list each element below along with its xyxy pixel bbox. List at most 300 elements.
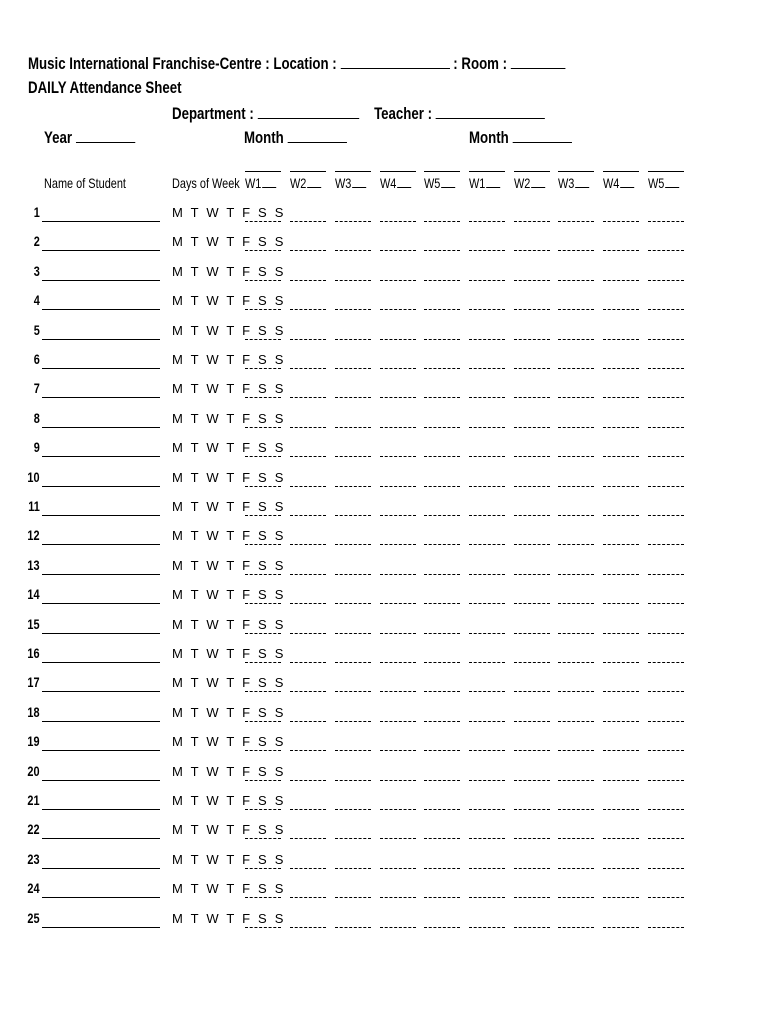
student-name-line[interactable] <box>42 690 160 692</box>
attendance-mark-line[interactable] <box>648 837 684 839</box>
attendance-mark-line[interactable] <box>380 279 416 281</box>
attendance-mark-line[interactable] <box>290 720 326 722</box>
attendance-mark-line[interactable] <box>648 279 684 281</box>
week-header: W4 <box>380 175 420 191</box>
attendance-mark-line[interactable] <box>335 220 371 222</box>
student-name-line[interactable] <box>42 514 160 516</box>
attendance-mark-line[interactable] <box>558 867 594 869</box>
attendance-mark-line[interactable] <box>380 779 416 781</box>
attendance-mark-line[interactable] <box>380 632 416 634</box>
student-name-line[interactable] <box>42 837 160 839</box>
attendance-mark-line[interactable] <box>648 220 684 222</box>
week-header-underline <box>441 187 455 188</box>
attendance-mark-line[interactable] <box>648 426 684 428</box>
attendance-mark-line[interactable] <box>558 896 594 898</box>
week-header-underline <box>620 187 634 188</box>
attendance-mark-line[interactable] <box>558 308 594 310</box>
attendance-mark-line[interactable] <box>424 367 460 369</box>
student-name-line[interactable] <box>42 338 160 340</box>
week-header-underline <box>397 187 411 188</box>
attendance-mark-line[interactable] <box>335 867 371 869</box>
attendance-mark-line[interactable] <box>603 661 639 663</box>
attendance-mark-line[interactable] <box>290 896 326 898</box>
attendance-mark-line[interactable] <box>648 367 684 369</box>
attendance-mark-line[interactable] <box>424 749 460 751</box>
attendance-mark-line[interactable] <box>603 867 639 869</box>
attendance-mark-line[interactable] <box>424 573 460 575</box>
attendance-mark-line[interactable] <box>514 661 550 663</box>
attendance-mark-line[interactable] <box>245 279 281 281</box>
attendance-mark-line[interactable] <box>245 573 281 575</box>
student-name-line[interactable] <box>42 543 160 545</box>
attendance-mark-line[interactable] <box>603 308 639 310</box>
attendance-mark-line[interactable] <box>558 808 594 810</box>
attendance-mark-line[interactable] <box>558 779 594 781</box>
attendance-mark-line[interactable] <box>424 808 460 810</box>
attendance-mark-line[interactable] <box>469 396 505 398</box>
attendance-mark-line[interactable] <box>469 632 505 634</box>
attendance-mark-line[interactable] <box>558 338 594 340</box>
attendance-mark-line[interactable] <box>469 485 505 487</box>
attendance-mark-line[interactable] <box>424 896 460 898</box>
attendance-mark-line[interactable] <box>558 837 594 839</box>
attendance-mark-line[interactable] <box>335 367 371 369</box>
attendance-mark-line[interactable] <box>380 896 416 898</box>
attendance-mark-line[interactable] <box>335 573 371 575</box>
student-name-line[interactable] <box>42 661 160 663</box>
attendance-mark-line[interactable] <box>290 249 326 251</box>
attendance-mark-line[interactable] <box>245 926 281 928</box>
attendance-mark-line[interactable] <box>514 720 550 722</box>
attendance-mark-line[interactable] <box>290 867 326 869</box>
attendance-mark-line[interactable] <box>245 720 281 722</box>
days-of-week-letters: M T W T F S S <box>172 558 286 573</box>
attendance-mark-line[interactable] <box>380 661 416 663</box>
attendance-mark-line[interactable] <box>558 602 594 604</box>
week-header: W2 <box>514 175 554 191</box>
attendance-mark-line[interactable] <box>380 338 416 340</box>
days-of-week-letters: M T W T F S S <box>172 440 286 455</box>
attendance-mark-line[interactable] <box>245 749 281 751</box>
attendance-mark-line[interactable] <box>558 632 594 634</box>
attendance-mark-line[interactable] <box>424 661 460 663</box>
attendance-mark-line[interactable] <box>290 690 326 692</box>
attendance-mark-line[interactable] <box>380 485 416 487</box>
teacher-field-line[interactable] <box>436 104 545 119</box>
attendance-mark-line[interactable] <box>380 749 416 751</box>
student-name-line[interactable] <box>42 308 160 310</box>
attendance-mark-line[interactable] <box>469 720 505 722</box>
student-name-line[interactable] <box>42 426 160 428</box>
attendance-mark-line[interactable] <box>648 573 684 575</box>
attendance-mark-line[interactable] <box>290 514 326 516</box>
attendance-mark-line[interactable] <box>514 808 550 810</box>
location-field-line[interactable] <box>340 54 449 69</box>
attendance-mark-line[interactable] <box>335 426 371 428</box>
attendance-mark-line[interactable] <box>648 396 684 398</box>
attendance-mark-line[interactable] <box>245 690 281 692</box>
attendance-mark-line[interactable] <box>514 632 550 634</box>
attendance-mark-line[interactable] <box>335 338 371 340</box>
attendance-mark-line[interactable] <box>514 249 550 251</box>
attendance-mark-line[interactable] <box>290 220 326 222</box>
attendance-mark-line[interactable] <box>245 867 281 869</box>
attendance-mark-line[interactable] <box>648 720 684 722</box>
days-of-week-letters: M T W T F S S <box>172 764 286 779</box>
attendance-mark-line[interactable] <box>335 661 371 663</box>
attendance-mark-line[interactable] <box>245 808 281 810</box>
student-name-line[interactable] <box>42 279 160 281</box>
attendance-mark-line[interactable] <box>380 367 416 369</box>
attendance-mark-line[interactable] <box>380 837 416 839</box>
attendance-mark-line[interactable] <box>335 455 371 457</box>
attendance-mark-line[interactable] <box>424 220 460 222</box>
attendance-mark-line[interactable] <box>469 602 505 604</box>
attendance-mark-line[interactable] <box>603 837 639 839</box>
attendance-mark-line[interactable] <box>603 602 639 604</box>
attendance-mark-line[interactable] <box>514 426 550 428</box>
attendance-mark-line[interactable] <box>245 396 281 398</box>
attendance-mark-line[interactable] <box>603 514 639 516</box>
attendance-mark-line[interactable] <box>514 308 550 310</box>
month-label-2: Month <box>469 128 509 147</box>
attendance-mark-line[interactable] <box>469 896 505 898</box>
attendance-mark-line[interactable] <box>290 485 326 487</box>
attendance-mark-line[interactable] <box>245 455 281 457</box>
attendance-mark-line[interactable] <box>603 926 639 928</box>
attendance-mark-line[interactable] <box>290 808 326 810</box>
attendance-mark-line[interactable] <box>648 779 684 781</box>
attendance-mark-line[interactable] <box>290 426 326 428</box>
row-number: 23 <box>27 851 40 867</box>
attendance-mark-line[interactable] <box>558 720 594 722</box>
attendance-mark-line[interactable] <box>558 543 594 545</box>
attendance-mark-line[interactable] <box>558 573 594 575</box>
student-name-line[interactable] <box>42 573 160 575</box>
attendance-mark-line[interactable] <box>424 543 460 545</box>
attendance-mark-line[interactable] <box>514 396 550 398</box>
student-name-line[interactable] <box>42 455 160 457</box>
attendance-mark-line[interactable] <box>380 396 416 398</box>
sheet-title: DAILY Attendance Sheet <box>28 78 182 97</box>
student-name-line[interactable] <box>42 249 160 251</box>
student-name-line[interactable] <box>42 779 160 781</box>
student-name-line[interactable] <box>42 749 160 751</box>
attendance-mark-line[interactable] <box>424 867 460 869</box>
attendance-mark-line[interactable] <box>514 543 550 545</box>
days-of-week-letters: M T W T F S S <box>172 822 286 837</box>
row-number: 14 <box>27 586 40 602</box>
attendance-mark-line[interactable] <box>245 220 281 222</box>
attendance-mark-line[interactable] <box>558 455 594 457</box>
attendance-mark-line[interactable] <box>424 308 460 310</box>
attendance-mark-line[interactable] <box>380 573 416 575</box>
attendance-mark-line[interactable] <box>380 926 416 928</box>
attendance-mark-line[interactable] <box>603 896 639 898</box>
attendance-mark-line[interactable] <box>514 367 550 369</box>
attendance-mark-line[interactable] <box>558 514 594 516</box>
attendance-mark-line[interactable] <box>648 308 684 310</box>
attendance-mark-line[interactable] <box>558 396 594 398</box>
room-field-line[interactable] <box>511 54 566 69</box>
student-name-line[interactable] <box>42 396 160 398</box>
attendance-mark-line[interactable] <box>380 720 416 722</box>
attendance-mark-line[interactable] <box>290 632 326 634</box>
attendance-mark-line[interactable] <box>558 279 594 281</box>
student-name-line[interactable] <box>42 896 160 898</box>
attendance-mark-line[interactable] <box>603 543 639 545</box>
attendance-mark-line[interactable] <box>648 926 684 928</box>
attendance-mark-line[interactable] <box>558 485 594 487</box>
header-line-location <box>28 54 717 74</box>
attendance-mark-line[interactable] <box>424 602 460 604</box>
department-field-line[interactable] <box>257 104 358 119</box>
attendance-mark-line[interactable] <box>469 573 505 575</box>
attendance-mark-line[interactable] <box>469 808 505 810</box>
attendance-mark-line[interactable] <box>648 543 684 545</box>
attendance-mark-line[interactable] <box>424 396 460 398</box>
attendance-mark-line[interactable] <box>245 308 281 310</box>
attendance-mark-line[interactable] <box>424 455 460 457</box>
attendance-mark-line[interactable] <box>514 338 550 340</box>
attendance-mark-line[interactable] <box>245 779 281 781</box>
attendance-mark-line[interactable] <box>335 514 371 516</box>
attendance-mark-line[interactable] <box>469 514 505 516</box>
attendance-mark-line[interactable] <box>514 867 550 869</box>
attendance-mark-line[interactable] <box>380 308 416 310</box>
attendance-mark-line[interactable] <box>290 749 326 751</box>
attendance-mark-line[interactable] <box>245 338 281 340</box>
attendance-mark-line[interactable] <box>514 926 550 928</box>
attendance-mark-line[interactable] <box>514 279 550 281</box>
attendance-mark-line[interactable] <box>603 808 639 810</box>
attendance-mark-line[interactable] <box>245 661 281 663</box>
row-number: 25 <box>27 910 40 926</box>
student-name-line[interactable] <box>42 926 160 928</box>
attendance-mark-line[interactable] <box>290 573 326 575</box>
attendance-mark-line[interactable] <box>424 690 460 692</box>
attendance-mark-line[interactable] <box>290 779 326 781</box>
attendance-mark-line[interactable] <box>290 543 326 545</box>
attendance-mark-line[interactable] <box>469 455 505 457</box>
month-field-line-1[interactable] <box>287 128 346 143</box>
attendance-mark-line[interactable] <box>603 720 639 722</box>
attendance-mark-line[interactable] <box>335 249 371 251</box>
attendance-mark-line[interactable] <box>469 749 505 751</box>
attendance-mark-line[interactable] <box>469 308 505 310</box>
month-field-line-2[interactable] <box>512 128 571 143</box>
attendance-mark-line[interactable] <box>514 690 550 692</box>
attendance-mark-line[interactable] <box>290 926 326 928</box>
attendance-mark-line[interactable] <box>245 602 281 604</box>
row-number: 13 <box>27 557 40 573</box>
attendance-mark-line[interactable] <box>514 573 550 575</box>
attendance-mark-line[interactable] <box>603 367 639 369</box>
attendance-mark-line[interactable] <box>603 573 639 575</box>
attendance-mark-line[interactable] <box>424 426 460 428</box>
attendance-mark-line[interactable] <box>648 867 684 869</box>
attendance-mark-line[interactable] <box>603 249 639 251</box>
student-name-line[interactable] <box>42 867 160 869</box>
attendance-mark-line[interactable] <box>290 396 326 398</box>
attendance-mark-line[interactable] <box>469 543 505 545</box>
attendance-mark-line[interactable] <box>469 779 505 781</box>
attendance-mark-line[interactable] <box>380 543 416 545</box>
year-field-line[interactable] <box>76 128 135 143</box>
attendance-mark-line[interactable] <box>603 455 639 457</box>
attendance-mark-line[interactable] <box>335 543 371 545</box>
attendance-mark-line[interactable] <box>424 338 460 340</box>
attendance-mark-line[interactable] <box>514 514 550 516</box>
attendance-mark-line[interactable] <box>290 837 326 839</box>
attendance-mark-line[interactable] <box>514 749 550 751</box>
attendance-mark-line[interactable] <box>558 661 594 663</box>
attendance-mark-line[interactable] <box>469 661 505 663</box>
attendance-mark-line[interactable] <box>558 426 594 428</box>
attendance-mark-line[interactable] <box>380 867 416 869</box>
attendance-mark-line[interactable] <box>648 808 684 810</box>
student-name-line[interactable] <box>42 602 160 604</box>
attendance-mark-line[interactable] <box>514 455 550 457</box>
attendance-mark-line[interactable] <box>469 926 505 928</box>
attendance-mark-line[interactable] <box>469 279 505 281</box>
attendance-mark-line[interactable] <box>380 426 416 428</box>
attendance-mark-line[interactable] <box>245 837 281 839</box>
attendance-mark-line[interactable] <box>424 779 460 781</box>
attendance-mark-line[interactable] <box>648 485 684 487</box>
attendance-mark-line[interactable] <box>335 602 371 604</box>
attendance-mark-line[interactable] <box>603 396 639 398</box>
attendance-mark-line[interactable] <box>424 514 460 516</box>
attendance-mark-line[interactable] <box>380 514 416 516</box>
attendance-mark-line[interactable] <box>380 808 416 810</box>
attendance-mark-line[interactable] <box>648 249 684 251</box>
attendance-mark-line[interactable] <box>290 308 326 310</box>
attendance-mark-line[interactable] <box>469 837 505 839</box>
attendance-mark-line[interactable] <box>648 632 684 634</box>
attendance-mark-line[interactable] <box>380 249 416 251</box>
attendance-mark-line[interactable] <box>469 249 505 251</box>
attendance-mark-line[interactable] <box>469 367 505 369</box>
attendance-mark-line[interactable] <box>648 455 684 457</box>
attendance-mark-line[interactable] <box>603 749 639 751</box>
attendance-mark-line[interactable] <box>424 720 460 722</box>
attendance-mark-line[interactable] <box>469 338 505 340</box>
attendance-mark-line[interactable] <box>290 455 326 457</box>
attendance-mark-line[interactable] <box>424 249 460 251</box>
attendance-mark-line[interactable] <box>245 514 281 516</box>
attendance-mark-line[interactable] <box>514 485 550 487</box>
attendance-mark-line[interactable] <box>380 455 416 457</box>
attendance-mark-line[interactable] <box>469 690 505 692</box>
attendance-mark-line[interactable] <box>380 690 416 692</box>
student-name-line[interactable] <box>42 720 160 722</box>
attendance-mark-line[interactable] <box>245 543 281 545</box>
days-of-week-letters: M T W T F S S <box>172 499 286 514</box>
attendance-mark-line[interactable] <box>424 279 460 281</box>
attendance-mark-line[interactable] <box>335 396 371 398</box>
attendance-mark-line[interactable] <box>558 367 594 369</box>
attendance-mark-line[interactable] <box>335 720 371 722</box>
attendance-mark-line[interactable] <box>648 690 684 692</box>
attendance-mark-line[interactable] <box>335 690 371 692</box>
attendance-mark-line[interactable] <box>603 220 639 222</box>
attendance-mark-line[interactable] <box>648 661 684 663</box>
attendance-mark-line[interactable] <box>290 338 326 340</box>
attendance-mark-line[interactable] <box>558 249 594 251</box>
attendance-mark-line[interactable] <box>603 485 639 487</box>
student-name-line[interactable] <box>42 367 160 369</box>
attendance-mark-line[interactable] <box>335 837 371 839</box>
attendance-mark-line[interactable] <box>514 837 550 839</box>
attendance-mark-line[interactable] <box>335 779 371 781</box>
attendance-mark-line[interactable] <box>424 837 460 839</box>
attendance-mark-line[interactable] <box>469 867 505 869</box>
student-name-line[interactable] <box>42 220 160 222</box>
attendance-mark-line[interactable] <box>603 426 639 428</box>
attendance-mark-line[interactable] <box>603 779 639 781</box>
attendance-mark-line[interactable] <box>648 514 684 516</box>
attendance-mark-line[interactable] <box>514 220 550 222</box>
attendance-mark-line[interactable] <box>245 485 281 487</box>
attendance-mark-line[interactable] <box>603 632 639 634</box>
row-number: 4 <box>33 292 40 308</box>
attendance-mark-line[interactable] <box>424 632 460 634</box>
attendance-mark-line[interactable] <box>290 367 326 369</box>
attendance-mark-line[interactable] <box>424 926 460 928</box>
attendance-mark-line[interactable] <box>245 632 281 634</box>
student-name-line[interactable] <box>42 808 160 810</box>
attendance-mark-line[interactable] <box>245 426 281 428</box>
attendance-mark-line[interactable] <box>335 926 371 928</box>
attendance-mark-line[interactable] <box>558 690 594 692</box>
attendance-mark-line[interactable] <box>514 602 550 604</box>
attendance-mark-line[interactable] <box>290 279 326 281</box>
attendance-mark-line[interactable] <box>603 690 639 692</box>
attendance-mark-line[interactable] <box>245 367 281 369</box>
attendance-mark-line[interactable] <box>558 926 594 928</box>
attendance-mark-line[interactable] <box>290 602 326 604</box>
student-name-line[interactable] <box>42 485 160 487</box>
attendance-mark-line[interactable] <box>648 896 684 898</box>
attendance-mark-line[interactable] <box>424 485 460 487</box>
attendance-mark-line[interactable] <box>245 249 281 251</box>
attendance-mark-line[interactable] <box>648 602 684 604</box>
attendance-mark-line[interactable] <box>380 602 416 604</box>
attendance-mark-line[interactable] <box>335 279 371 281</box>
attendance-mark-line[interactable] <box>603 338 639 340</box>
attendance-mark-line[interactable] <box>335 896 371 898</box>
attendance-mark-line[interactable] <box>558 749 594 751</box>
attendance-mark-line[interactable] <box>514 779 550 781</box>
attendance-mark-line[interactable] <box>648 749 684 751</box>
attendance-mark-line[interactable] <box>335 485 371 487</box>
attendance-mark-line[interactable] <box>603 279 639 281</box>
attendance-mark-line[interactable] <box>290 661 326 663</box>
attendance-mark-line[interactable] <box>558 220 594 222</box>
attendance-mark-line[interactable] <box>335 808 371 810</box>
attendance-mark-line[interactable] <box>469 220 505 222</box>
attendance-mark-line[interactable] <box>335 749 371 751</box>
attendance-mark-line[interactable] <box>245 896 281 898</box>
attendance-mark-line[interactable] <box>380 220 416 222</box>
attendance-mark-line[interactable] <box>335 308 371 310</box>
attendance-mark-line[interactable] <box>469 426 505 428</box>
attendance-mark-line[interactable] <box>514 896 550 898</box>
attendance-mark-line[interactable] <box>335 632 371 634</box>
attendance-mark-line[interactable] <box>648 338 684 340</box>
student-name-line[interactable] <box>42 632 160 634</box>
